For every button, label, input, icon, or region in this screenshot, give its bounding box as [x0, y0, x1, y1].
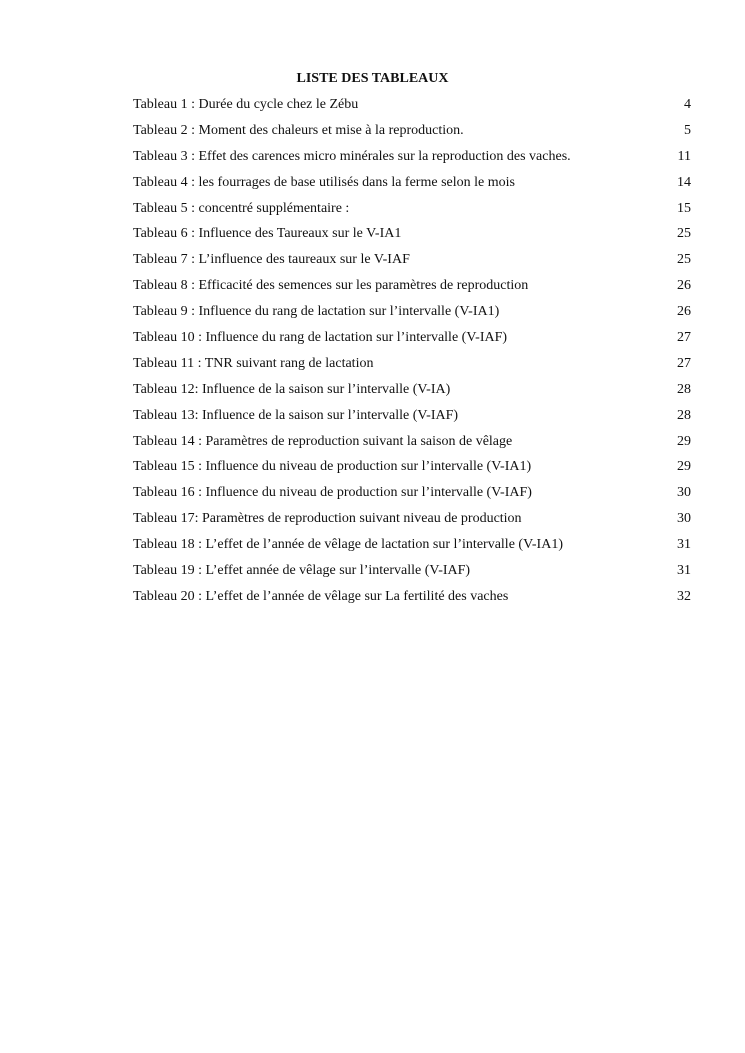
toc-entry-page-number: 5: [684, 122, 691, 138]
toc-entry-label: Tableau 17: Paramètres de reproduction suivant niveau de production: [133, 511, 522, 527]
toc-entry[interactable]: [133, 147, 691, 173]
toc-entry-label: Tableau 11 : TNR suivant rang de lactation: [133, 355, 374, 371]
toc-entry-label: Tableau 2 : Moment des chaleurs et mise à la reproduction.: [133, 122, 464, 138]
toc-entry-label: Tableau 10 : Influence du rang de lactation sur l’intervalle (V-IAF): [133, 330, 508, 346]
toc-entry[interactable]: [133, 432, 691, 458]
toc-entry-label: Tableau 6 : Influence des Taureaux sur le V-IA1: [133, 226, 402, 242]
toc-entry-page-number: 4: [684, 97, 691, 112]
toc-entry[interactable]: [133, 483, 691, 509]
toc-entry-page-number: 28: [677, 407, 691, 423]
toc-entry[interactable]: [133, 380, 691, 406]
toc-entry-page-number: 29: [677, 433, 691, 449]
toc-entry-page-number: 25: [677, 252, 691, 268]
toc-entry-page-number: 31: [677, 537, 691, 553]
toc-entry-page-number: 25: [677, 226, 691, 242]
toc-entry-page-number: 27: [677, 330, 691, 346]
toc-entry-label: Tableau 14 : Paramètres de reproduction suivant la saison de vêlage: [133, 433, 513, 449]
toc-entry-label: Tableau 4 : les fourrages de base utilisés dans la ferme selon le mois: [133, 174, 515, 190]
toc-entry-label: Tableau 5 : concentré supplémentaire :: [133, 200, 350, 216]
table-list: [133, 95, 691, 613]
toc-entry-label: Tableau 20 : L’effet de l’année de vêlage sur La fertilité des vaches: [133, 588, 509, 604]
toc-entry[interactable]: [133, 509, 691, 535]
toc-entry-label: Tableau 13: Influence de la saison sur l’intervalle (V-IAF): [133, 407, 459, 423]
toc-entry-page-number: 26: [677, 278, 691, 294]
toc-entry-label: Tableau 15 : Influence du niveau de production sur l’intervalle (V-IA1): [133, 459, 532, 475]
toc-entry-label: Tableau 8 : Efficacité des semences sur les paramètres de reproduction: [133, 278, 529, 294]
toc-entry-label: Tableau 18 : L’effet de l’année de vêlage de lactation sur l’intervalle (V-IA1): [133, 537, 563, 553]
toc-entry[interactable]: [133, 224, 691, 250]
toc-entry[interactable]: [133, 121, 691, 147]
toc-entry-label: Tableau 16 : Influence du niveau de production sur l’intervalle (V-IAF): [133, 485, 532, 501]
toc-entry-label: Tableau 19 : L’effet année de vêlage sur l’intervalle (V-IAF): [133, 563, 471, 579]
toc-entry-page-number: 26: [677, 304, 691, 320]
toc-entry-page-number: 15: [677, 200, 691, 216]
toc-entry[interactable]: [133, 250, 691, 276]
toc-entry-label: Tableau 1 : Durée du cycle chez le Zébu: [133, 97, 359, 112]
toc-entry-page-number: 29: [677, 459, 691, 475]
toc-entry[interactable]: [133, 561, 691, 587]
toc-entry-page-number: 30: [677, 511, 691, 527]
toc-entry[interactable]: [133, 457, 691, 483]
toc-entry-label: Tableau 3 : Effet des carences micro minérales sur la reproduction des vaches.: [133, 148, 571, 164]
toc-entry-page-number: 32: [677, 588, 691, 604]
page-title: LISTE DES TABLEAUX: [296, 71, 449, 86]
toc-entry-page-number: 27: [677, 355, 691, 371]
toc-entry[interactable]: [133, 328, 691, 354]
toc-entry-page-number: 31: [677, 563, 691, 579]
toc-entry[interactable]: [133, 354, 691, 380]
toc-entry[interactable]: [133, 535, 691, 561]
toc-entry-page-number: 11: [677, 148, 691, 164]
toc-entry-page-number: 30: [677, 485, 691, 501]
toc-entry-page-number: 28: [677, 381, 691, 397]
toc-entry[interactable]: [133, 302, 691, 328]
toc-entry[interactable]: [133, 276, 691, 302]
toc-entry-label: Tableau 7 : L’influence des taureaux sur le V-IAF: [133, 252, 410, 268]
toc-entry[interactable]: [133, 199, 691, 225]
toc-entry[interactable]: [133, 587, 691, 613]
toc-entry-label: Tableau 9 : Influence du rang de lactation sur l’intervalle (V-IA1): [133, 304, 500, 320]
toc-entry[interactable]: [133, 173, 691, 199]
toc-entry-page-number: 14: [677, 174, 691, 190]
toc-entry[interactable]: [133, 406, 691, 432]
toc-entry-label: Tableau 12: Influence de la saison sur l’intervalle (V-IA): [133, 381, 451, 397]
toc-entry[interactable]: [133, 95, 691, 121]
